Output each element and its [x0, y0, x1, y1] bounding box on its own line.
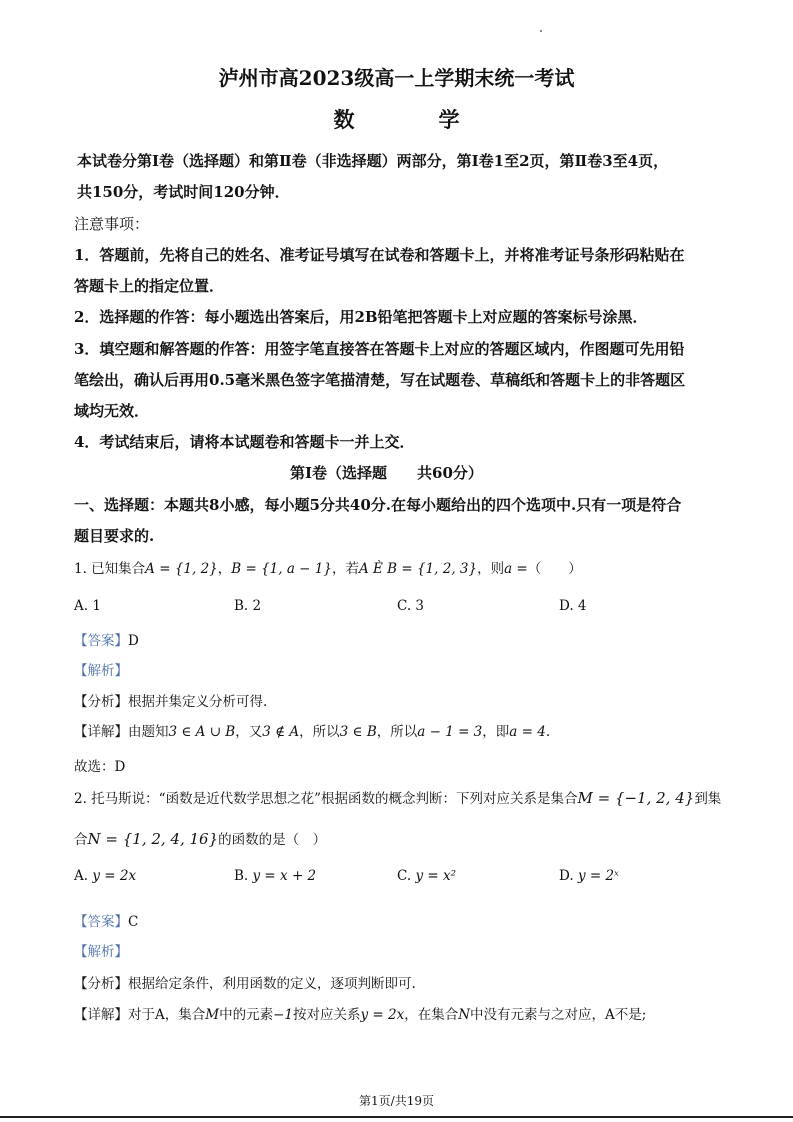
q1-blank: （ ） — [527, 561, 582, 577]
intro-line-1: 本试卷分第Ⅰ卷（选择题）和第Ⅱ卷（非选择题）两部分，第Ⅰ卷1至2页，第Ⅱ卷3至4页， — [77, 152, 669, 170]
notice-2: 2．选择题的作答：每小题选出答案后，用2B铅笔把答题卡上对应题的答案标号涂黑． — [74, 308, 648, 326]
q2-detail-math-3: y = 2x — [360, 1007, 405, 1023]
subject-title: 数 学 — [333, 107, 460, 132]
q2-option-d-math: y = 2ˣ — [577, 868, 619, 884]
notice-3b: 笔绘出，确认后再用0.5毫米黑色签字笔描清楚，写在试题卷、草稿纸和答题卡上的非答题区 — [74, 371, 686, 389]
q1-detail-text-5: ，即 — [482, 724, 510, 740]
q2-answer — [74, 910, 138, 930]
q2-fenxi — [74, 972, 416, 992]
q1-stem — [74, 557, 582, 577]
q1-option-a: A. 1 — [74, 598, 101, 614]
q1-set-a: A = {1, 2} — [145, 561, 218, 577]
q1-answer-value: D — [128, 633, 139, 649]
q2-option-b-math: y = x + 2 — [252, 868, 317, 884]
q1-set-b: B = {1, a − 1} — [231, 561, 332, 577]
q2-set-n: N = {1, 2, 4, 16} — [87, 830, 219, 848]
q1-analysis-tag: 【解析】 — [74, 663, 128, 679]
part1-heading: 第Ⅰ卷（选择题 共60分） — [290, 464, 483, 482]
q2-detail-tag: 【详解】 — [74, 1007, 128, 1023]
notice-3c: 域均无效． — [74, 402, 150, 420]
q1-detail-text-3: ，所以 — [299, 724, 340, 740]
q1-a-eq: a = — [504, 561, 528, 577]
q2-detail-text-1: 对于A，集合 — [128, 1007, 206, 1023]
notice-heading: 注意事项： — [74, 215, 150, 233]
q2-detail-text-5: 中没有元素与之对应，A不是; — [470, 1007, 647, 1023]
q2-detail — [74, 1003, 646, 1023]
q1-choice: 故选：D — [74, 759, 126, 775]
q2-stem-b-end: 的函数的是（ ） — [218, 832, 327, 848]
q2-analysis-tag: 【解析】 — [74, 944, 128, 960]
q2-option-a-label: A. — [74, 868, 89, 884]
q1-comma-2: ，若 — [331, 561, 359, 577]
q1-detail-math-4: a − 1 = 3 — [417, 724, 483, 740]
q2-option-d — [559, 868, 619, 884]
section1-line-a: 一、选择题：本题共8小感，每小题5分共40分.在每小题给出的四个选项中.只有一项是符合 — [74, 496, 682, 514]
q2-detail-text-2: 中的元素 — [219, 1007, 274, 1023]
notice-4: 4．考试结束后，请将本试题卷和答题卡一并上交． — [74, 433, 415, 451]
q1-detail-tag: 【详解】 — [74, 724, 128, 740]
q1-answer — [74, 629, 139, 649]
q1-then: ，则 — [477, 561, 505, 577]
q2-fenxi-tag: 【分析】 — [74, 976, 128, 992]
intro-line-2: 共150分，考试时间120分钟． — [77, 183, 290, 201]
speck — [540, 30, 542, 32]
q1-union: A È B = {1, 2, 3} — [358, 561, 478, 577]
q1-detail-text-2: ，又 — [235, 724, 263, 740]
q1-answer-tag: 【答案】 — [74, 633, 128, 649]
exam-title: 泸州市高2023级高一上学期末统一考试 — [218, 66, 575, 90]
q2-option-c-label: C. — [397, 868, 412, 884]
q2-answer-value: C — [128, 914, 139, 930]
q1-stem-prefix: 1. 已知集合 — [74, 561, 146, 577]
q2-stem-line-1 — [74, 787, 721, 807]
q2-detail-math-2: −1 — [273, 1007, 293, 1023]
q1-option-b: B. 2 — [234, 598, 262, 614]
q1-detail-text-4: ，所以 — [376, 724, 418, 740]
q1-detail-math-2: 3 ∉ A — [262, 724, 300, 740]
q1-detail — [74, 720, 550, 740]
q2-detail-math-1: M — [205, 1007, 220, 1023]
q2-detail-text-4: ，在集合 — [404, 1007, 459, 1023]
q2-option-b — [234, 868, 316, 884]
q2-detail-math-4: N — [458, 1007, 471, 1023]
notice-1b: 答题卡上的指定位置． — [74, 277, 225, 295]
q2-set-m: M = {−1, 2, 4} — [577, 789, 695, 807]
q1-detail-text-6: . — [545, 724, 551, 740]
q1-detail-math-1: 3 ∈ A ∪ B — [168, 724, 236, 740]
q2-answer-tag: 【答案】 — [74, 914, 128, 930]
q2-fenxi-text: 根据给定条件，利用函数的定义，逐项判断即可. — [128, 976, 416, 992]
q1-fenxi — [74, 690, 267, 710]
q2-stem-b-start: 合 — [74, 832, 88, 848]
q2-option-a-math: y = 2x — [92, 868, 137, 884]
q2-stem-a: 2. 托马斯说：“函数是近代数学思想之花”根据函数的概念判断：下列对应关系是集合 — [74, 791, 578, 807]
q1-fenxi-tag: 【分析】 — [74, 694, 128, 710]
q2-option-c-math: y = x² — [415, 868, 456, 884]
q2-option-a — [74, 868, 136, 884]
q1-option-d: D. 4 — [559, 598, 587, 614]
q1-detail-math-5: a = 4 — [509, 724, 546, 740]
q1-detail-math-3: 3 ∈ B — [339, 724, 377, 740]
q2-detail-text-3: 按对应关系 — [292, 1007, 361, 1023]
q2-option-c — [397, 868, 456, 884]
q1-detail-text-1: 由题知 — [128, 724, 169, 740]
q2-option-b-label: B. — [234, 868, 249, 884]
notice-3a: 3．填空题和解答题的作答：用签字笔直接答在答题卡上对应的答题区域内，作图题可先用铅 — [74, 340, 685, 358]
q1-option-c: C. 3 — [397, 598, 425, 614]
page-footer: 第1页/共19页 — [359, 1094, 434, 1108]
q1-comma-1: ， — [217, 561, 232, 577]
q2-option-d-label: D. — [559, 868, 574, 884]
footer-rule — [0, 1116, 793, 1118]
q2-stem-a-end: 到集 — [694, 791, 722, 807]
section1-line-b: 题目要求的. — [74, 527, 155, 545]
notice-1a: 1．答题前，先将自己的姓名、准考证号填写在试卷和答题卡上，并将准考证号条形码粘贴在 — [74, 246, 685, 264]
q1-fenxi-text: 根据并集定义分析可得. — [128, 694, 268, 710]
q2-stem-line-2 — [74, 828, 326, 848]
